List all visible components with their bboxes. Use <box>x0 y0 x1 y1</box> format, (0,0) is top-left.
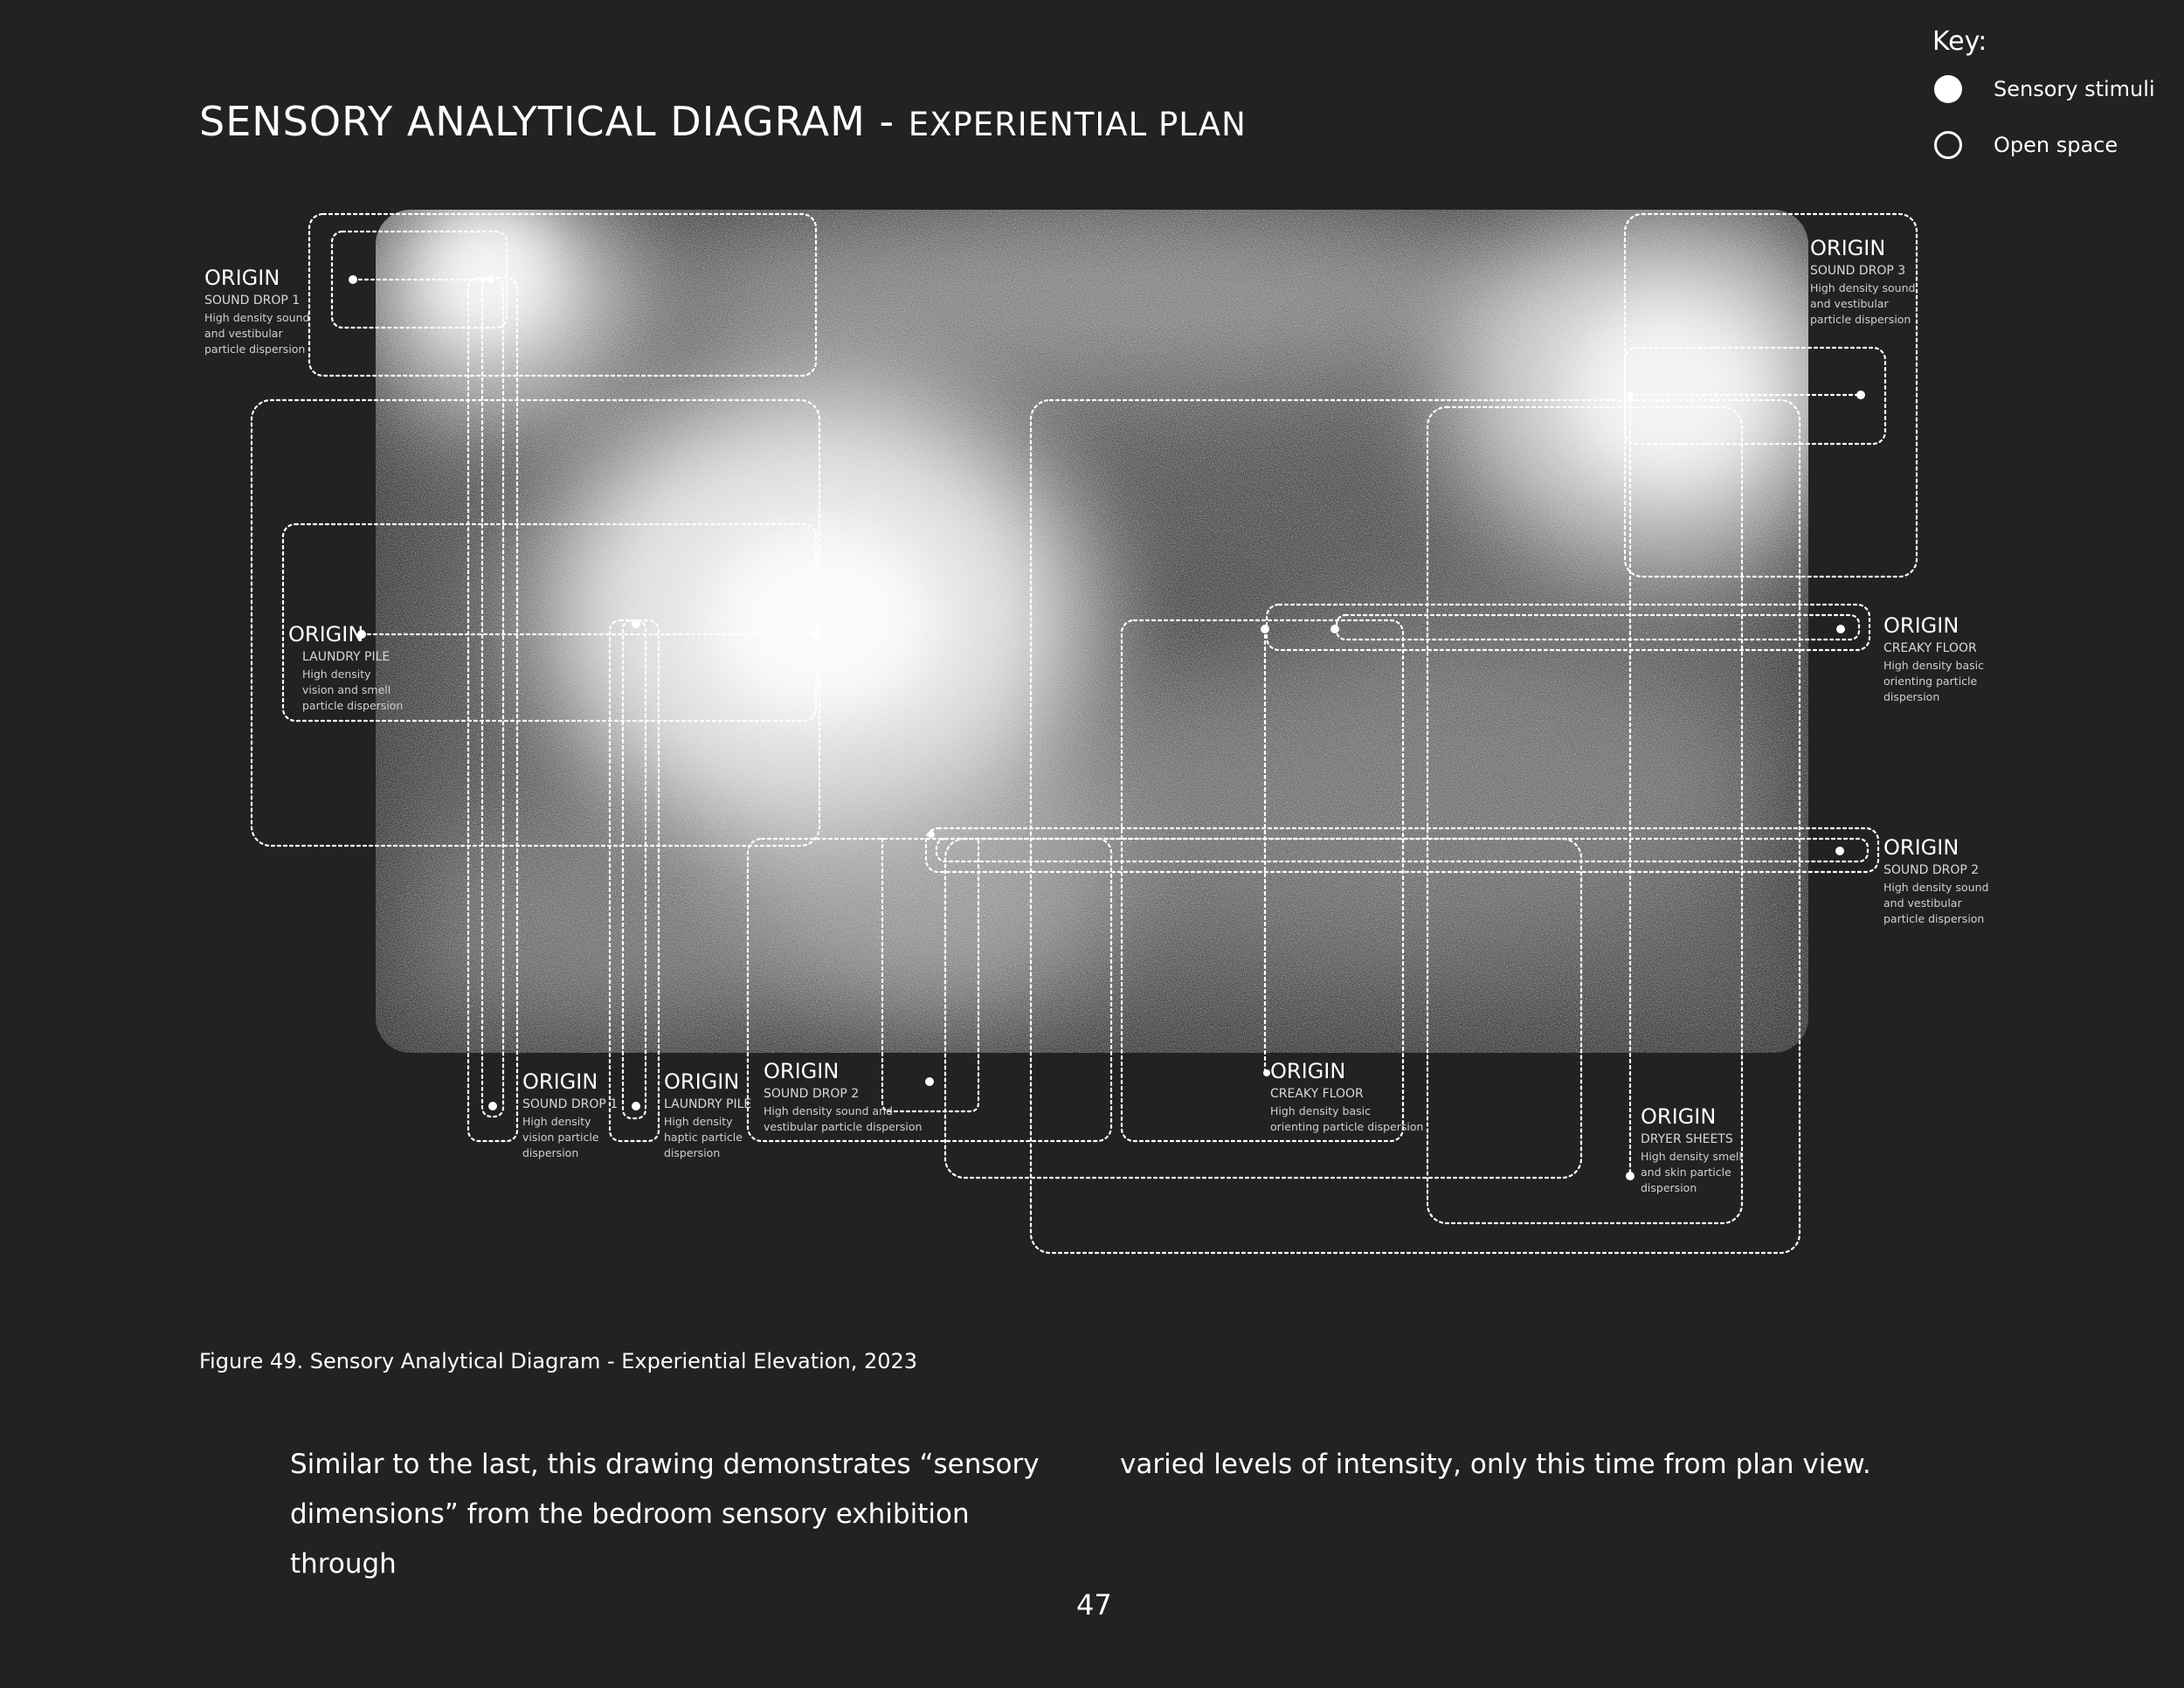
label-desc: dispersion <box>522 1146 579 1159</box>
label-desc: dispersion <box>1883 690 1940 703</box>
label-head: ORIGIN <box>1883 835 1959 860</box>
label-desc: dispersion <box>1641 1181 1697 1194</box>
label-name: CREAKY FLOOR <box>1883 641 1977 655</box>
label-head: ORIGIN <box>204 266 280 290</box>
origin-dot-creaky-floor-mid <box>1261 625 1269 633</box>
label-desc: and vestibular <box>1810 297 1889 310</box>
label-name: SOUND DROP 1 <box>522 1097 619 1111</box>
label-name: DRYER SHEETS <box>1641 1132 1733 1146</box>
body-text-right: varied levels of intensity, only this time from plan view. <box>1120 1449 1871 1480</box>
label-laundry-pile-bottom <box>664 1069 751 1159</box>
label-head: ORIGIN <box>1883 613 1959 638</box>
origin-dot-laundry-pile-field <box>812 630 820 639</box>
origin-dot-laundry-top <box>632 619 640 628</box>
label-desc: vision and smell <box>302 683 391 696</box>
label-desc: High density <box>302 668 371 681</box>
label-desc: High density <box>664 1115 733 1128</box>
label-desc: High density sound and <box>764 1104 893 1117</box>
label-head: ORIGIN <box>1270 1059 1346 1083</box>
label-head: ORIGIN <box>288 622 364 647</box>
label-head: ORIGIN <box>664 1069 740 1094</box>
key-label: Open space <box>1994 133 2118 157</box>
label-name: SOUND DROP 3 <box>1810 264 1906 278</box>
origin-dot-sound-drop-3-field <box>1627 391 1634 398</box>
origin-dot-sound-drop-1-field <box>487 276 494 283</box>
origin-dot-creaky-floor-field <box>1330 625 1339 633</box>
label-name: SOUND DROP 1 <box>204 294 301 308</box>
label-desc: haptic particle <box>664 1131 743 1144</box>
key-label: Sensory stimuli <box>1994 77 2155 101</box>
origin-dot-laundry-pile-bottom <box>632 1102 640 1110</box>
label-name: SOUND DROP 2 <box>764 1087 860 1101</box>
label-sound-drop-3 <box>1810 236 1915 326</box>
origin-dot-dryer-sheets <box>1626 1172 1635 1180</box>
label-head: ORIGIN <box>764 1059 840 1083</box>
label-desc: High density sound <box>204 311 310 324</box>
label-head: ORIGIN <box>1641 1104 1717 1129</box>
label-desc: vision particle <box>522 1131 599 1144</box>
title-main-text: SENSORY ANALYTICAL DIAGRAM - <box>199 98 909 145</box>
label-desc: High density sound <box>1810 281 1916 294</box>
label-creaky-floor <box>1883 613 1984 703</box>
label-desc: and skin particle <box>1641 1166 1731 1179</box>
label-desc: High density smell <box>1641 1150 1742 1163</box>
label-desc: particle dispersion <box>1810 313 1911 326</box>
label-desc: orienting particle <box>1883 675 1978 688</box>
particle-field <box>358 175 1861 1053</box>
label-desc: particle dispersion <box>204 342 306 356</box>
label-name: LAUNDRY PILE <box>664 1097 752 1111</box>
label-desc: particle dispersion <box>1883 912 1985 925</box>
label-name: SOUND DROP 2 <box>1883 863 1980 877</box>
label-desc: and vestibular <box>1883 896 1962 910</box>
label-desc: High density basic <box>1270 1104 1371 1117</box>
origin-dot-sound-drop-2-bottom <box>925 1077 934 1086</box>
origin-dot-creaky-floor-bottom <box>1263 1069 1270 1076</box>
label-head: ORIGIN <box>1810 236 1886 260</box>
key-title: Key: <box>1932 26 1987 57</box>
label-name: CREAKY FLOOR <box>1270 1087 1364 1101</box>
label-desc: dispersion <box>664 1146 721 1159</box>
label-desc: particle dispersion <box>302 699 404 712</box>
origin-dot-sound-drop-3 <box>1856 391 1865 399</box>
label-name: LAUNDRY PILE <box>302 650 390 664</box>
origin-dot-sound-drop-2-field <box>928 831 935 838</box>
label-creaky-floor-bottom <box>1270 1059 1423 1133</box>
label-sound-drop-2-bottom <box>764 1059 922 1133</box>
body-text-left: Similar to the last, this drawing demonstrates “sensory dimensions” from the bedroom sensory exhibition through <box>290 1449 1040 1580</box>
title-subtitle: EXPERIENTIAL PLAN <box>908 106 1247 143</box>
figure-caption: Figure 49. Sensory Analytical Diagram - Experiential Elevation, 2023 <box>199 1349 918 1373</box>
label-sound-drop-2 <box>1883 835 1988 925</box>
origin-dot-sound-drop-1 <box>349 275 357 284</box>
label-desc: High density sound <box>1883 881 1989 894</box>
label-desc: High density basic <box>1883 659 1984 672</box>
page-number: 47 <box>1076 1588 1112 1622</box>
label-desc: and vestibular <box>204 327 283 340</box>
label-head: ORIGIN <box>522 1069 598 1094</box>
origin-dot-sound-drop-2 <box>1835 847 1844 855</box>
label-sound-drop-1-bottom <box>522 1069 618 1159</box>
label-desc: orienting particle dispersion <box>1270 1120 1424 1133</box>
label-sound-drop-1 <box>204 266 309 356</box>
label-dryer-sheets <box>1641 1104 1742 1194</box>
origin-dot-sound-drop-1-bottom <box>488 1102 497 1110</box>
label-desc: vestibular particle dispersion <box>764 1120 923 1133</box>
label-desc: High density <box>522 1115 591 1128</box>
origin-dot-creaky-floor <box>1836 625 1845 633</box>
